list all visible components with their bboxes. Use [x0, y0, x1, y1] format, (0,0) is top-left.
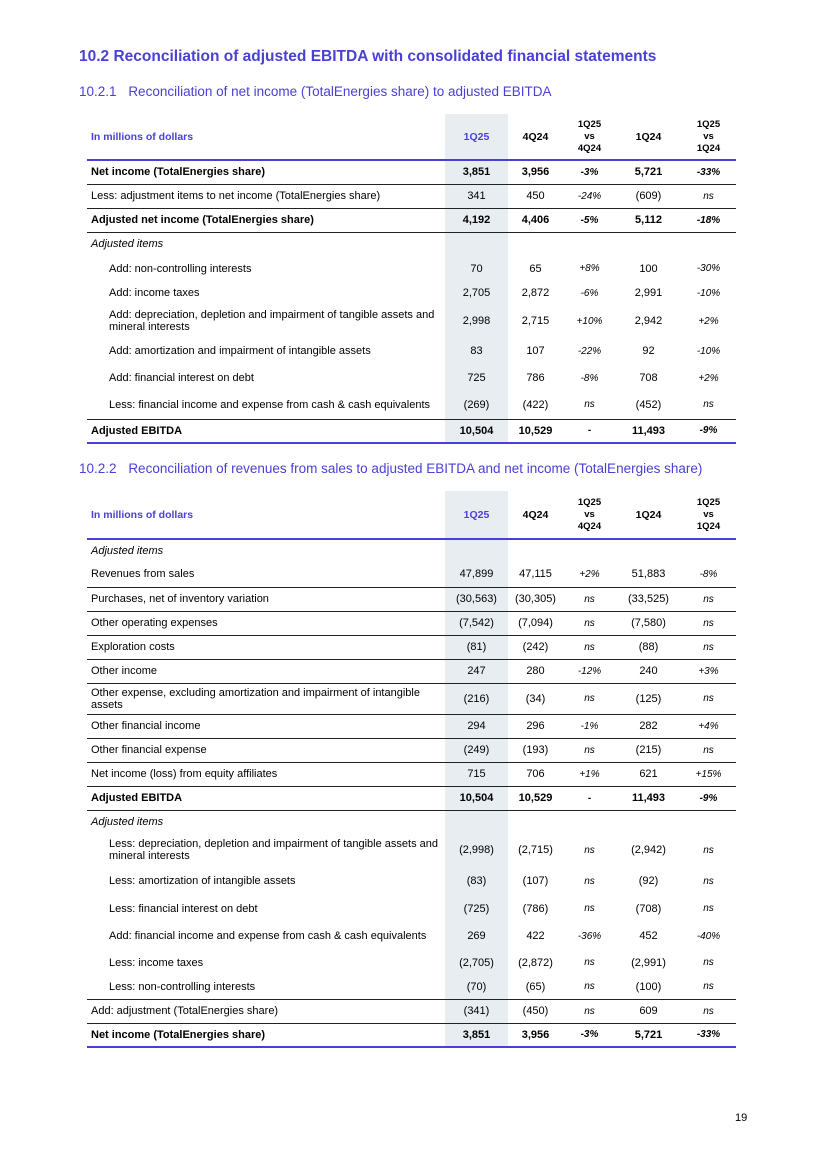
table-row: Adjusted EBITDA 10,504 10,529 - 11,493 -9%	[87, 786, 736, 810]
table-row: Other financial expense (249) (193) ns (215) ns	[87, 738, 736, 762]
table1-heading	[79, 84, 552, 99]
table-row: Add: financial income and expense from cash & cash equivalents 269 422 -36% 452 -40%	[87, 922, 736, 950]
section-title	[79, 48, 656, 66]
section-row: Adjusted items	[87, 810, 736, 833]
table-row: Add: depreciation, depletion and impairment of tangible assets and mineral interests 2,998 2,715 +10% 2,942 +2%	[87, 305, 736, 337]
table1-header-label: In millions of dollars	[87, 114, 445, 160]
table-row: Revenues from sales 47,899 47,115 +2% 51,883 -8%	[87, 562, 736, 587]
table1-header-vs-4q24: 1Q25 vs 4Q24	[563, 114, 616, 160]
table-row: Add: income taxes 2,705 2,872 -6% 2,991 -10%	[87, 281, 736, 305]
table1	[87, 114, 736, 444]
table2-header-row	[87, 491, 736, 539]
table-row: Other expense, excluding amortization and impairment of intangible assets (216) (34) ns (125) ns	[87, 683, 736, 714]
table2-header-4q24: 4Q24	[508, 491, 563, 539]
table2-header-label: In millions of dollars	[87, 491, 445, 539]
stray-dot: ·	[300, 100, 302, 106]
table1-header-row	[87, 114, 736, 160]
table-row: Other financial income 294 296 -1% 282 +4%	[87, 714, 736, 738]
table1-header-4q24: 4Q24	[508, 114, 563, 160]
table1-header-1q24: 1Q24	[616, 114, 681, 160]
table-row: Less: non-controlling interests (70) (65) ns (100) ns	[87, 975, 736, 999]
table2-heading	[79, 461, 702, 476]
table-row: Net income (TotalEnergies share) 3,851 3,956 -3% 5,721 -33%	[87, 1023, 736, 1047]
table-row: Add: financial interest on debt 725 786 -8% 708 +2%	[87, 365, 736, 391]
table-row: Less: amortization of intangible assets (83) (107) ns (92) ns	[87, 867, 736, 895]
table1-header-1q25: 1Q25	[445, 114, 508, 160]
table-row: Add: non-controlling interests 70 65 +8% 100 -30%	[87, 256, 736, 281]
section-title-text: Reconciliation of adjusted EBITDA with consolidated financial statements	[113, 48, 657, 65]
table1-header-vs-1q24: 1Q25 vs 1Q24	[681, 114, 736, 160]
table-row: Purchases, net of inventory variation (30,563) (30,305) ns (33,525) ns	[87, 587, 736, 611]
table-row: Add: amortization and impairment of intangible assets 83 107 -22% 92 -10%	[87, 337, 736, 365]
table-row: Net income (TotalEnergies share) 3,851 3,956 -3% 5,721 -33%	[87, 160, 736, 184]
table-row: Other operating expenses (7,542) (7,094) ns (7,580) ns	[87, 611, 736, 635]
table-row: Less: adjustment items to net income (TotalEnergies share) 341 450 -24% (609) ns	[87, 184, 736, 208]
table-row: Less: financial income and expense from cash & cash equivalents (269) (422) ns (452) ns	[87, 391, 736, 419]
table1-title: Reconciliation of net income (TotalEnergies share) to adjusted EBITDA	[128, 84, 552, 99]
table-row: Less: financial interest on debt (725) (786) ns (708) ns	[87, 895, 736, 922]
table-row: Net income (loss) from equity affiliates 715 706 +1% 621 +15%	[87, 762, 736, 786]
table-row: Adjusted EBITDA 10,504 10,529 - 11,493 -9%	[87, 419, 736, 443]
table2-number: 10.2.2	[79, 461, 117, 476]
table1-number: 10.2.1	[79, 84, 117, 99]
table-row: Adjusted net income (TotalEnergies share) 4,192 4,406 -5% 5,112 -18%	[87, 208, 736, 232]
page-number: 19	[735, 1112, 748, 1124]
table-row: Exploration costs (81) (242) ns (88) ns	[87, 635, 736, 659]
section-row: Adjusted items	[87, 232, 736, 256]
table2-header-1q24: 1Q24	[616, 491, 681, 539]
table2-title: Reconciliation of revenues from sales to adjusted EBITDA and net income (TotalEnergies share)	[128, 461, 703, 476]
table-row: Add: adjustment (TotalEnergies share) (341) (450) ns 609 ns	[87, 999, 736, 1023]
table2-header-1q25: 1Q25	[445, 491, 508, 539]
section-row: Adjusted items	[87, 539, 736, 562]
table2-header-vs-4q24: 1Q25 vs 4Q24	[563, 491, 616, 539]
table-row: Less: income taxes (2,705) (2,872) ns (2,991) ns	[87, 950, 736, 975]
table-row: Less: depreciation, depletion and impairment of tangible assets and mineral interests (2,998) (2,715) ns (2,942) ns	[87, 833, 736, 867]
section-number: 10.2	[79, 48, 110, 65]
table2-header-vs-1q24: 1Q25 vs 1Q24	[681, 491, 736, 539]
table2	[87, 491, 736, 1048]
table-row: Other income 247 280 -12% 240 +3%	[87, 659, 736, 683]
